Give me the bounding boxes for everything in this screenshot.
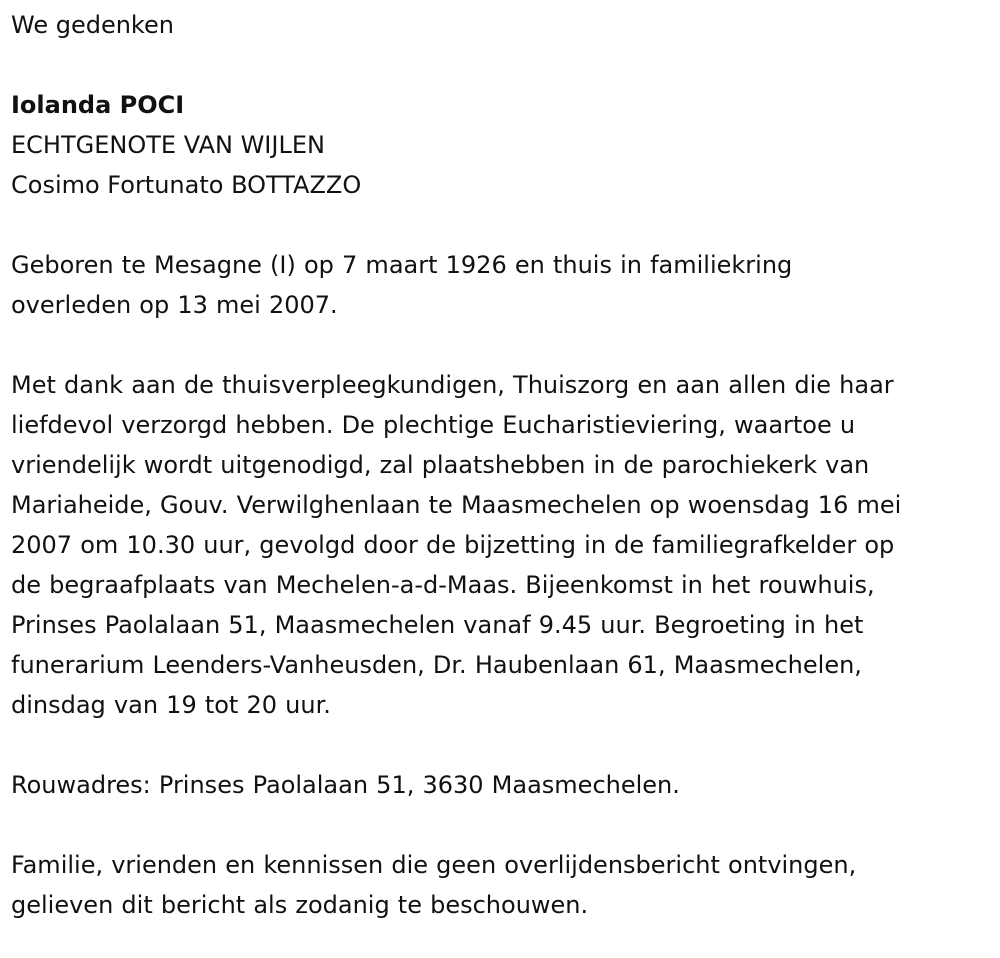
paragraph-line: Mariaheide, Gouv. Verwilghenlaan te Maasmechelen op woensdag 16 mei	[11, 491, 902, 519]
deceased-name: Iolanda POCI	[11, 91, 185, 119]
paragraph-line: gelieven dit bericht als zodanig te beschouwen.	[11, 891, 589, 919]
paragraph-line: 2007 om 10.30 uur, gevolgd door de bijzetting in de familiegrafkelder op	[11, 531, 895, 559]
intro-text: We gedenken	[11, 11, 174, 39]
paragraph-line: overleden op 13 mei 2007.	[11, 291, 338, 319]
birth-death-paragraph	[11, 245, 996, 325]
paragraph-line: funerarium Leenders-Vanheusden, Dr. Haubenlaan 61, Maasmechelen,	[11, 651, 862, 679]
paragraph-line: Geboren te Mesagne (I) op 7 maart 1926 en thuis in familiekring	[11, 251, 793, 279]
relation-text: ECHTGENOTE VAN WIJLEN	[11, 131, 325, 159]
paragraph-line: de begraafplaats van Mechelen-a-d-Maas. Bijeenkomst in het rouwhuis,	[11, 571, 875, 599]
ceremony-paragraph	[11, 365, 996, 725]
paragraph-line: dinsdag van 19 tot 20 uur.	[11, 691, 331, 719]
spouse-name: Cosimo Fortunato BOTTAZZO	[11, 171, 362, 199]
paragraph-line: Met dank aan de thuisverpleegkundigen, Thuiszorg en aan allen die haar	[11, 371, 894, 399]
mourning-address: Rouwadres: Prinses Paolalaan 51, 3630 Maasmechelen.	[11, 771, 680, 799]
paragraph-line: liefdevol verzorgd hebben. De plechtige Eucharistieviering, waartoe u	[11, 411, 856, 439]
closing-paragraph	[11, 845, 996, 925]
obituary-notice	[11, 0, 996, 925]
paragraph-line: Prinses Paolalaan 51, Maasmechelen vanaf 9.45 uur. Begroeting in het	[11, 611, 864, 639]
paragraph-line: Familie, vrienden en kennissen die geen overlijdensbericht ontvingen,	[11, 851, 857, 879]
paragraph-line: vriendelijk wordt uitgenodigd, zal plaatshebben in de parochiekerk van	[11, 451, 870, 479]
